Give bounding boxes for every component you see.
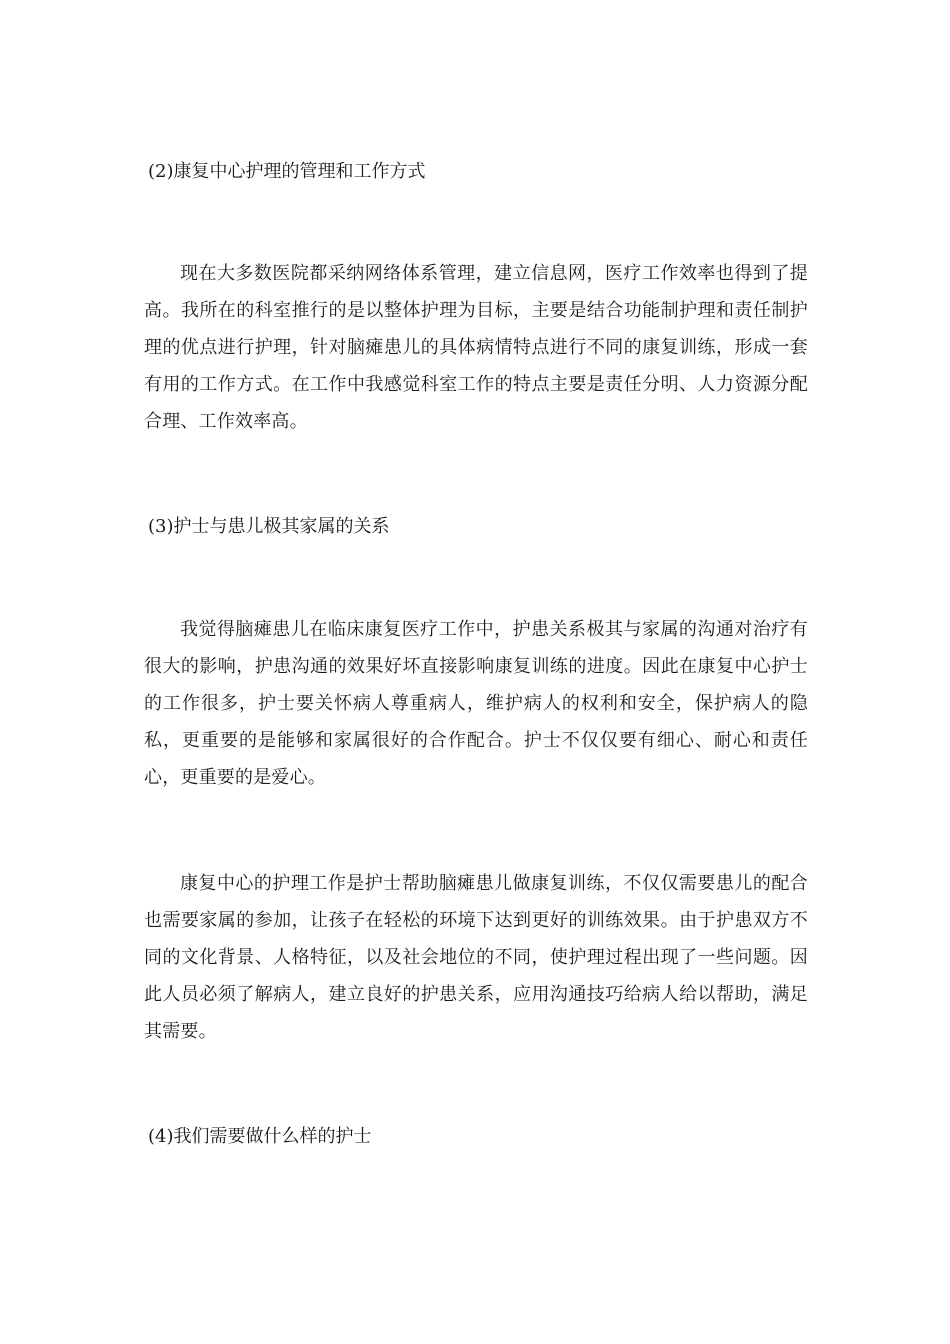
section-heading-4: (4)我们需要做什么样的护士: [148, 1126, 372, 1147]
section-heading-2: (2)康复中心护理的管理和工作方式: [148, 161, 426, 182]
section-heading-3: (3)护士与患儿极其家属的关系: [148, 516, 390, 537]
section-2-paragraph-1: 现在大多数医院都采纳网络体系管理，建立信息网，医疗工作效率也得到了提高。我所在的科室推行的是以整体护理为目标，主要是结合功能制护理和责任制护理的优点进行护理，针对脑瘫患儿的具体病情特点进行不同的康复训练，形成一套有用的工作方式。在工作中我感觉科室工作的特点主要是责任分明、人力资源分配合理、工作效率高。: [144, 263, 808, 432]
section-3-paragraph-2: 康复中心的护理工作是护士帮助脑瘫患儿做康复训练，不仅仅需要患儿的配合也需要家属的参加，让孩子在轻松的环境下达到更好的训练效果。由于护患双方不同的文化背景、人格特征，以及社会地位的不同，使护理过程出现了一些问题。因此人员必须了解病人，建立良好的护患关系，应用沟通技巧给病人给以帮助，满足其需要。: [144, 873, 808, 1042]
section-3-paragraph-1: 我觉得脑瘫患儿在临床康复医疗工作中，护患关系极其与家属的沟通对治疗有很大的影响，护患沟通的效果好坏直接影响康复训练的进度。因此在康复中心护士的工作很多，护士要关怀病人尊重病人，维护病人的权利和安全，保护病人的隐私，更重要的是能够和家属很好的合作配合。护士不仅仅要有细心、耐心和责任心，更重要的是爱心。: [144, 619, 808, 788]
